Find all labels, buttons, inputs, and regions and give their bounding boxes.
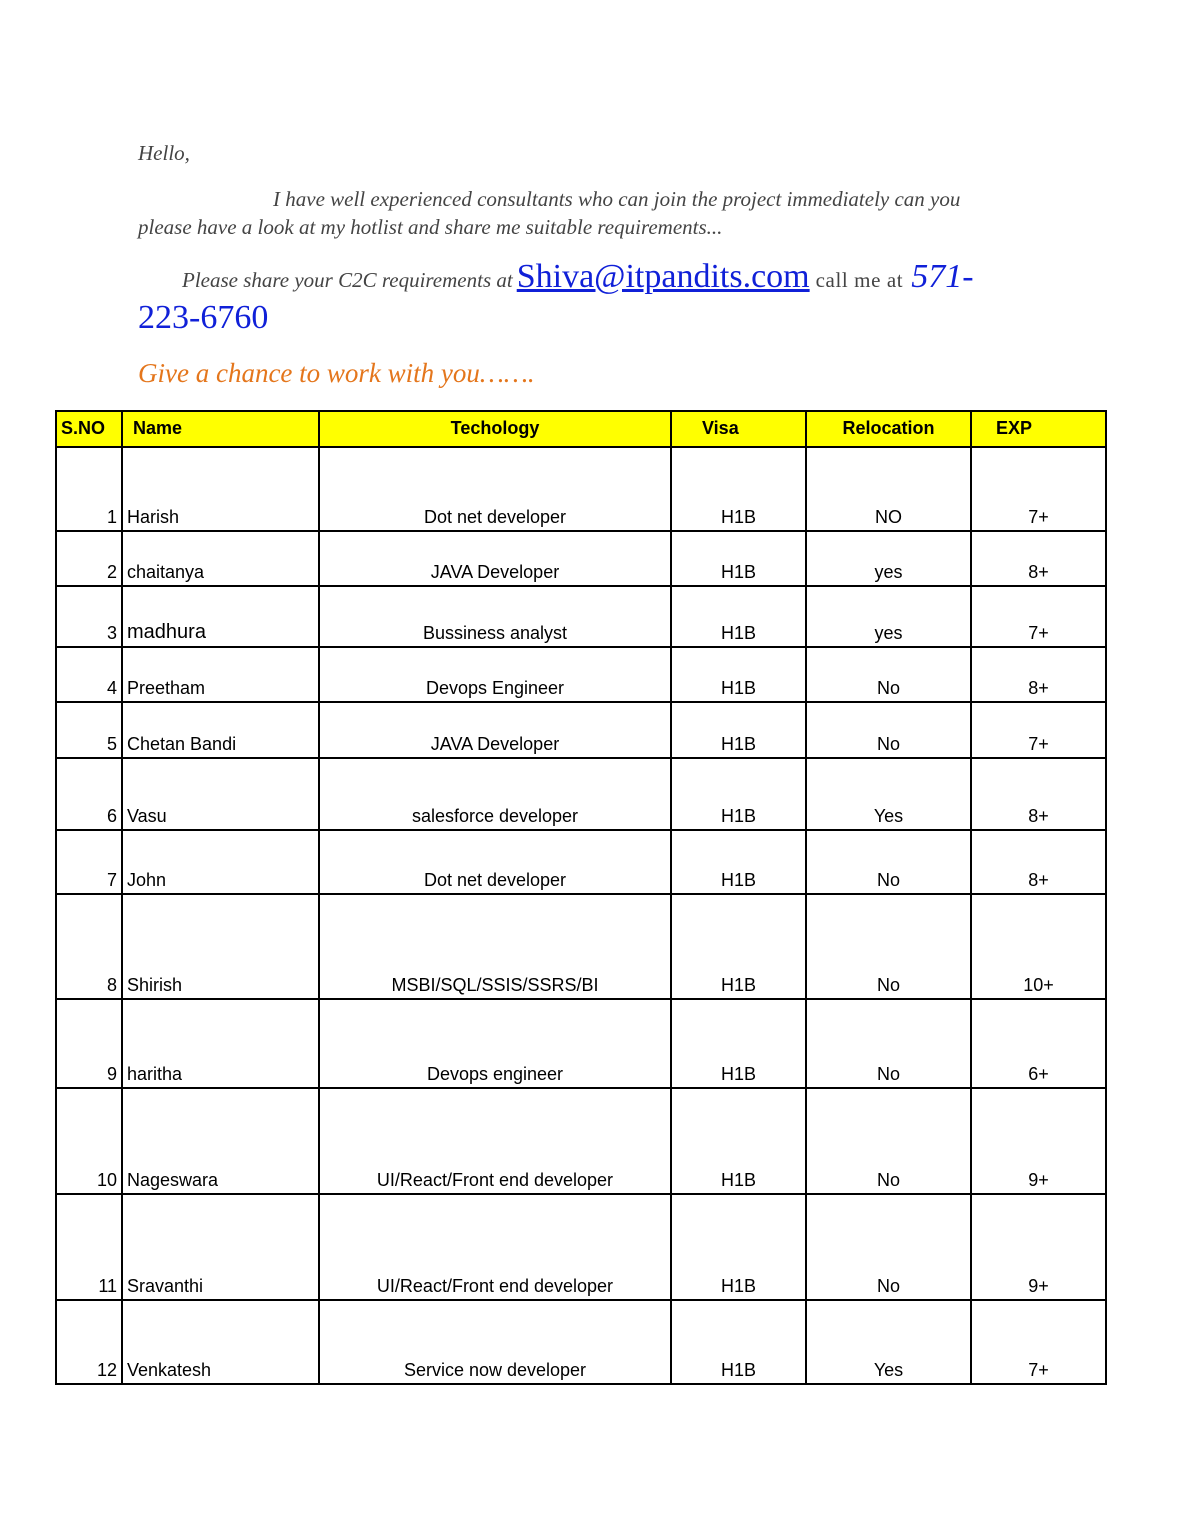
greeting: Hello, — [138, 141, 190, 165]
tagline: Give a chance to work with you……. — [138, 358, 535, 388]
cell-visa: H1B — [671, 894, 806, 999]
cell-technology: Dot net developer — [319, 447, 671, 531]
cell-technology: Devops Engineer — [319, 647, 671, 702]
table-row — [56, 1300, 1106, 1384]
cell-sno: 3 — [56, 586, 122, 647]
cell-visa: H1B — [671, 647, 806, 702]
cell-name: haritha — [122, 999, 319, 1088]
cell-exp: 7+ — [971, 702, 1106, 758]
cell-technology: Bussiness analyst — [319, 586, 671, 647]
cell-exp: 8+ — [971, 647, 1106, 702]
cell-visa: H1B — [671, 586, 806, 647]
cell-sno: 12 — [56, 1300, 122, 1384]
cell-sno: 1 — [56, 447, 122, 531]
table-row — [56, 586, 1106, 647]
cell-sno: 7 — [56, 830, 122, 894]
cell-exp: 8+ — [971, 531, 1106, 586]
cell-name: Chetan Bandi — [122, 702, 319, 758]
cell-sno: 8 — [56, 894, 122, 999]
cell-visa: H1B — [671, 531, 806, 586]
cell-visa: H1B — [671, 447, 806, 531]
intro-line-1: I have well experienced consultants who can join the project immediately can you — [273, 187, 961, 211]
header-name: Name — [122, 411, 319, 447]
table-row — [56, 758, 1106, 830]
cell-sno: 6 — [56, 758, 122, 830]
table-row — [56, 1088, 1106, 1194]
header-technology: Techology — [319, 411, 671, 447]
cell-exp: 9+ — [971, 1194, 1106, 1300]
header-visa: Visa — [671, 411, 806, 447]
share-line — [138, 258, 1048, 296]
cell-visa: H1B — [671, 1088, 806, 1194]
cell-relocation: NO — [806, 447, 971, 531]
table-row — [56, 1194, 1106, 1300]
cell-sno: 10 — [56, 1088, 122, 1194]
cell-relocation: yes — [806, 586, 971, 647]
cell-technology: UI/React/Front end developer — [319, 1088, 671, 1194]
cell-exp: 6+ — [971, 999, 1106, 1088]
cell-exp: 10+ — [971, 894, 1106, 999]
cell-visa: H1B — [671, 758, 806, 830]
share-text: Please share your C2C requirements at — [182, 268, 513, 292]
cell-relocation: No — [806, 999, 971, 1088]
cell-relocation: Yes — [806, 1300, 971, 1384]
cell-relocation: No — [806, 894, 971, 999]
table-row — [56, 999, 1106, 1088]
phone-number-part2: 223-6760 — [138, 299, 269, 336]
cell-visa: H1B — [671, 702, 806, 758]
cell-technology: Dot net developer — [319, 830, 671, 894]
hotlist-table — [55, 410, 1107, 1385]
intro-line-2: please have a look at my hotlist and share me suitable requirements... — [138, 215, 723, 239]
cell-sno: 2 — [56, 531, 122, 586]
cell-name: chaitanya — [122, 531, 319, 586]
cell-name: Shirish — [122, 894, 319, 999]
cell-technology: MSBI/SQL/SSIS/SSRS/BI — [319, 894, 671, 999]
cell-technology: Devops engineer — [319, 999, 671, 1088]
table-row — [56, 531, 1106, 586]
cell-sno: 9 — [56, 999, 122, 1088]
cell-exp: 7+ — [971, 447, 1106, 531]
cell-technology: JAVA Developer — [319, 531, 671, 586]
cell-visa: H1B — [671, 1194, 806, 1300]
table-header-row — [56, 411, 1106, 447]
table-row — [56, 447, 1106, 531]
cell-visa: H1B — [671, 830, 806, 894]
cell-name: Nageswara — [122, 1088, 319, 1194]
cell-relocation: No — [806, 1194, 971, 1300]
table-row — [56, 894, 1106, 999]
header-exp: EXP — [971, 411, 1106, 447]
email-link[interactable]: Shiva@itpandits.com — [516, 258, 810, 295]
cell-visa: H1B — [671, 999, 806, 1088]
cell-visa: H1B — [671, 1300, 806, 1384]
cell-exp: 7+ — [971, 1300, 1106, 1384]
table-row — [56, 830, 1106, 894]
cell-exp: 8+ — [971, 758, 1106, 830]
cell-name: John — [122, 830, 319, 894]
cell-sno: 11 — [56, 1194, 122, 1300]
table-row — [56, 647, 1106, 702]
cell-technology: JAVA Developer — [319, 702, 671, 758]
cell-technology: Service now developer — [319, 1300, 671, 1384]
cell-relocation: yes — [806, 531, 971, 586]
header-relocation: Relocation — [806, 411, 971, 447]
call-text: call me at — [815, 268, 904, 292]
cell-name: Sravanthi — [122, 1194, 319, 1300]
cell-relocation: No — [806, 647, 971, 702]
cell-technology: UI/React/Front end developer — [319, 1194, 671, 1300]
cell-relocation: Yes — [806, 758, 971, 830]
table-row — [56, 702, 1106, 758]
cell-exp: 8+ — [971, 830, 1106, 894]
cell-name: madhura — [122, 586, 319, 647]
cell-relocation: No — [806, 1088, 971, 1194]
cell-relocation: No — [806, 830, 971, 894]
cell-exp: 7+ — [971, 586, 1106, 647]
cell-sno: 5 — [56, 702, 122, 758]
cell-name: Vasu — [122, 758, 319, 830]
header-sno: S.NO — [56, 411, 122, 447]
cell-name: Preetham — [122, 647, 319, 702]
cell-exp: 9+ — [971, 1088, 1106, 1194]
cell-sno: 4 — [56, 647, 122, 702]
cell-name: Venkatesh — [122, 1300, 319, 1384]
cell-name: Harish — [122, 447, 319, 531]
cell-technology: salesforce developer — [319, 758, 671, 830]
phone-number-part1: 571- — [911, 258, 974, 295]
cell-relocation: No — [806, 702, 971, 758]
